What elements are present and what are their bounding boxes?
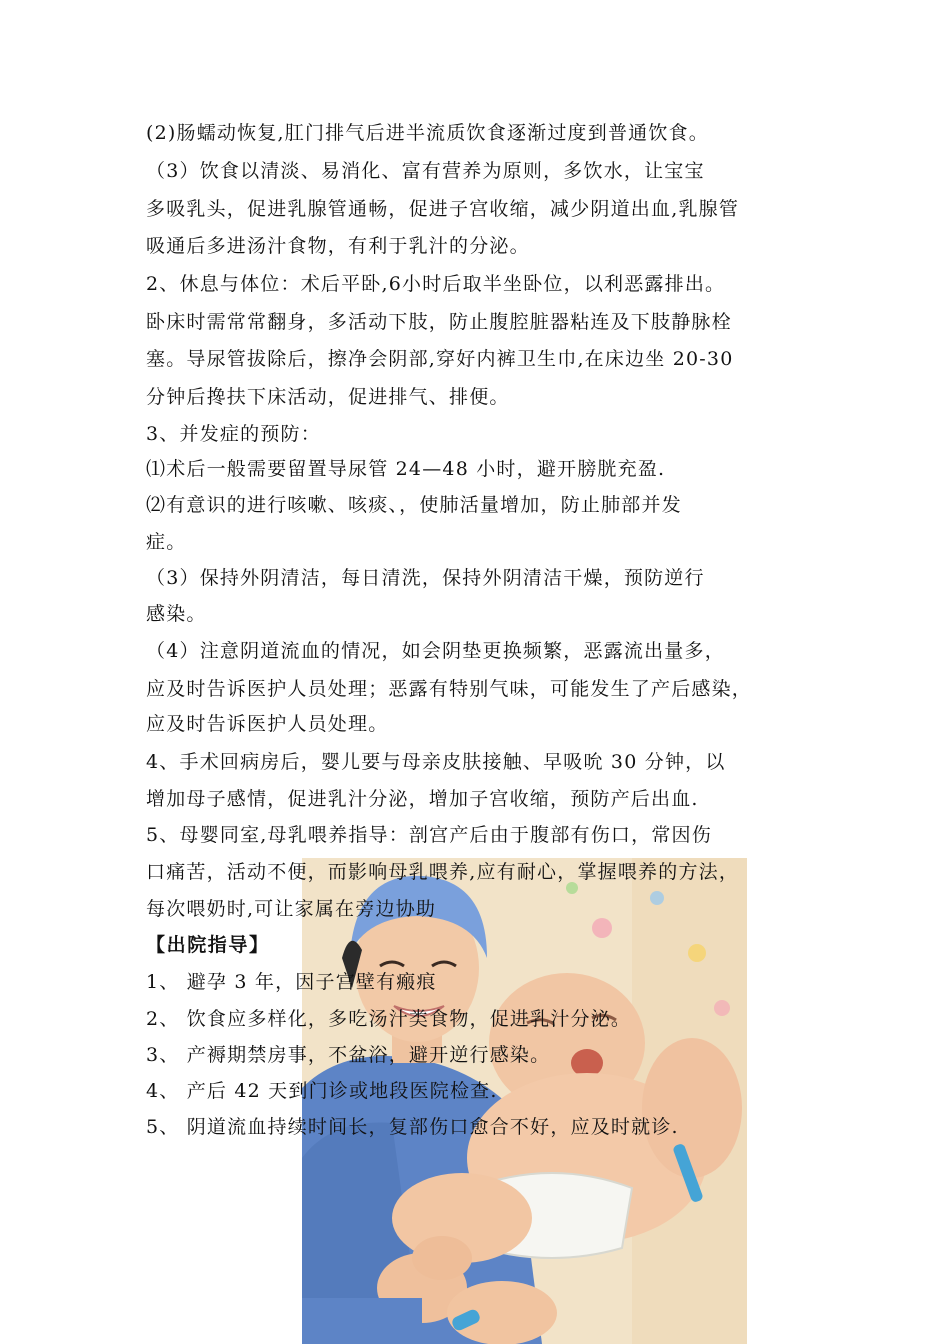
paragraph-line: 口痛苦，活动不便，而影响母乳喂养,应有耐心，掌握喂养的方法， [146,861,740,883]
paragraph-line: 卧床时需常常翻身，多活动下肢，防止腹腔脏器粘连及下肢静脉栓 [146,311,732,333]
paragraph-line: 应及时告诉医护人员处理；恶露有特别气味，可能发生了产后感染， [146,678,753,700]
paragraph-line: 多吸乳头，促进乳腺管通畅，促进子宫收缩，减少阴道出血,乳腺管 [146,198,740,220]
list-item: 3、 产褥期禁房事，不盆浴，避开逆行感染。 [146,1044,551,1066]
paragraph-line: ⑴术后一般需要留置导尿管 24—48 小时，避开膀胱充盈. [146,458,666,480]
paragraph-line: 感染。 [146,603,207,625]
discharge-guidance-heading: 【出院指导】 [146,934,270,956]
paragraph-line: 每次喂奶时,可让家属在旁边协助 [146,898,437,920]
section-heading: 3、并发症的预防： [146,423,321,445]
paragraph-line: 吸通后多进汤汁食物，有利于乳汁的分泌。 [146,235,530,257]
paragraph-line: （3）饮食以清淡、易消化、富有营养为原则，多饮水，让宝宝 [146,160,705,182]
list-item: 2、 饮食应多样化，多吃汤汁类食物，促进乳汁分泌。 [146,1008,632,1030]
paragraph-line: （3）保持外阴清洁，每日清洗，保持外阴清洁干燥，预防逆行 [146,567,705,589]
paragraph-line: 分钟后搀扶下床活动，促进排气、排便。 [146,386,510,408]
paragraph-line: 症。 [146,531,187,553]
list-item: 5、 阴道流血持续时间长，复部伤口愈合不好，应及时就诊. [146,1116,679,1138]
paragraph-line: 增加母子感情，促进乳汁分泌，增加子宫收缩，预防产后出血. [146,788,699,810]
paragraph-line: 应及时告诉医护人员处理。 [146,713,389,735]
list-item: 4、 产后 42 天到门诊或地段医院检查. [146,1080,498,1102]
list-item: 1、 避孕 3 年，因子宫壁有瘢痕 [146,971,437,993]
paragraph-line: 5、母婴同室,母乳喂养指导：剖宫产后由于腹部有伤口，常因伤 [146,824,712,846]
paragraph-line: (2)肠蠕动恢复,肛门排气后进半流质饮食逐渐过度到普通饮食。 [146,122,709,144]
paragraph-line: 塞。导尿管拔除后，擦净会阴部,穿好内裤卫生巾,在床边坐 20-30 [146,348,734,370]
paragraph-line: 2、休息与体位：术后平卧,6小时后取半坐卧位，以利恶露排出。 [146,273,726,295]
paragraph-line: （4）注意阴道流血的情况，如会阴垫更换频繁，恶露流出量多， [146,640,725,662]
paragraph-line: 4、手术回病房后，婴儿要与母亲皮肤接触、早吸吮 30 分钟，以 [146,751,726,773]
paragraph-line: ⑵有意识的进行咳嗽、咳痰、，使肺活量增加，防止肺部并发 [146,494,682,516]
